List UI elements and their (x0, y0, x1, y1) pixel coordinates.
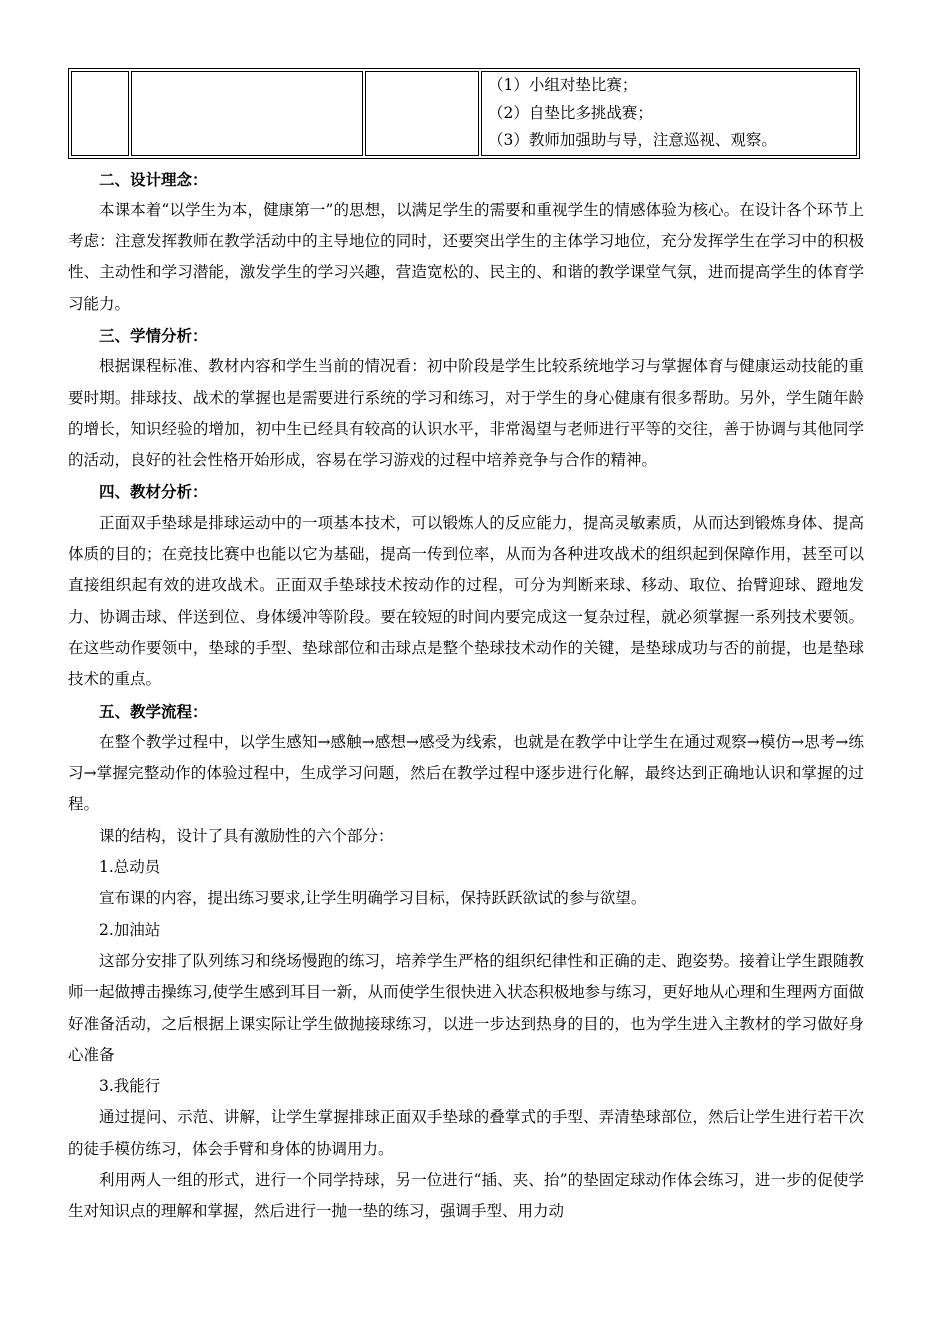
table-cell (131, 71, 363, 156)
paragraph-process: 在整个教学过程中，以学生感知→感触→感想→感受为线索，也就是在教学中让学生在通过观察→模仿→思考→练习→掌握完整动作的体验过程中，生成学习问题，然后在教学过程中逐步进行化解，最终达到正确地认识和掌握的过程。 (68, 732, 864, 814)
section-heading-process: 五、教学流程： (99, 701, 208, 721)
part-paragraph: 宣布课的内容，提出练习要求,让学生明确学习目标，保持跃跃欲试的参与欲望。 (99, 889, 647, 908)
document-page (68, 68, 864, 1228)
table-cell (365, 71, 479, 156)
activity-item: （3）教师加强助与导，注意巡视、观察。 (488, 131, 777, 149)
activity-item: （2）自垫比多挑战赛； (488, 103, 653, 122)
structure-intro: 课的结构，设计了具有激励性的六个部分： (99, 826, 394, 845)
part-title: 2.加油站 (99, 920, 161, 939)
activity-item: （1）小组对垫比赛； (488, 76, 638, 94)
part-paragraph: 利用两人一组的形式，进行一个同学持球，另一位进行“插、夹、抬”的垫固定球动作体会练习，进一步的促使学生对知识点的理解和掌握，然后进行一抛一垫的练习，强调手型、用力动 (68, 1171, 864, 1221)
table-cell (71, 71, 129, 156)
paragraph-students: 根据课程标准、教材内容和学生当前的情况看：初中阶段是学生比较系统地学习与掌握体育与健康运动技能的重要时期。排球技、战术的掌握也是需要进行系统的学习和练习，对于学生的身心健康有很多帮助。另外，学生随年龄的增长，知识经验的增加，初中生已经具有较高的认识水平，非常渴望与老师进行平等的交往，善于协调与其他同学的活动，良好的社会性格开始形成，容易在学习游戏的过程中培养竞争与合作的精神。 (68, 357, 864, 470)
table-cell-activities (481, 71, 857, 156)
part-title: 3.我能行 (99, 1077, 161, 1096)
part-paragraph: 这部分安排了队列练习和绕场慢跑的练习，培养学生严格的组织纪律性和正确的走、跑姿势。接着让学生跟随教师一起做搏击操练习,使学生感到耳目一新，从而使学生很快进入状态积极地参与练习，更好地从心理和生理两方面做好准备活动，之后根据上课实际让学生做抛接球练习，以进一步达到热身的目的，也为学生进入主教材的学习做好身心准备 (68, 951, 864, 1064)
part-title: 1.总动员 (99, 858, 161, 877)
document-body (68, 164, 864, 1228)
paragraph-materials: 正面双手垫球是排球运动中的一项基本技术，可以锻炼人的反应能力，提高灵敏素质，从而达到锻炼身体、提高体质的目的；在竞技比赛中也能以它为基础，提高一传到位率，从而为各种进攻战术的组织起到保障作用，甚至可以直接组织起有效的进攻战术。正面双手垫球技术按动作的过程，可分为判断来球、移动、取位、抬臂迎球、蹬地发力、协调击球、伴送到位、身体缓冲等阶段。要在较短的时间内要完成这一复杂过程，就必须掌握一系列技术要领。在这些动作要领中，垫球的手型、垫球部位和击球点是整个垫球技术动作的关键，是垫球成功与否的前提，也是垫球技术的重点。 (68, 513, 864, 689)
table-row (71, 71, 857, 156)
section-heading-students: 三、学情分析： (99, 325, 208, 345)
section-heading-materials: 四、教材分析： (99, 482, 208, 502)
part-paragraph: 通过提问、示范、讲解，让学生掌握排球正面双手垫球的叠掌式的手型、弄清垫球部位，然后让学生进行若干次的徒手模仿练习，体会手臂和身体的协调用力。 (68, 1108, 864, 1158)
lesson-table (68, 68, 860, 159)
section-heading-design: 二、设计理念： (99, 169, 208, 189)
paragraph-design: 本课本着“以学生为本，健康第一”的思想，以满足学生的需要和重视学生的情感体验为核心。在设计各个环节上考虑：注意发挥教师在教学活动中的主导地位的同时，还要突出学生的主体学习地位，充分发挥学生在学习中的积极性、主动性和学习潜能，激发学生的学习兴趣，营造宽松的、民主的、和谐的教学课堂气氛，进而提高学生的体育学习能力。 (68, 200, 864, 313)
